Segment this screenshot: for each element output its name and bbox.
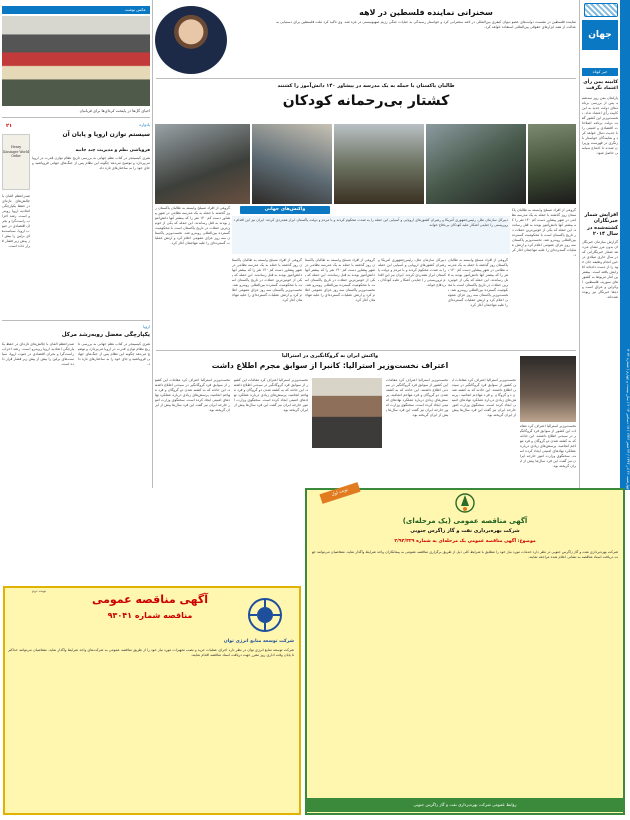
divider-left2: [2, 320, 150, 321]
oil-company-logo-icon: [452, 492, 478, 514]
sidebar-story2-text: گزارش سازمان خبرنگاران بدون مرز نشان می‌دهد شمار خبرنگارانی که در سال جاری میلادی در حین انجام وظیفه جان خود را از دست داده‌اند افزایش یافته است. بیشترین آمار مربوط به کشورهای سوریه، فلسطین، اوکراین و عراق است و ده‌ها خبرنگار نیز ربوده شده‌اند.: [582, 240, 618, 299]
divider-vertical-left: [152, 0, 153, 488]
ad2-label: نوبت دوم: [31, 589, 46, 593]
book-text-2: صدراعظم آلمان با چالش‌های تازه‌ای در حفظ یکپارچگی اتحادیه اروپا روبه‌رو است. رشد احزاب راست‌گرا و بحران اقتصادی در جنوب اروپا، سیاست‌های برلین را بیش از پیش زیر فشار قرار داده است.: [2, 194, 30, 248]
book-kicker: یادواره: [139, 122, 150, 127]
ad2-company: شرکت توسعه منابع انرژی توان: [223, 639, 294, 644]
ad1-text: شرکت بهره‌برداری نفت و گاز زاگرس جنوبی در نظر دارد خدمات مورد نیاز خود را مطابق با شرایط کلی ذیل از طریق برگزاری مناقصه عمومی به پیمانکاران واجد شرایط واگذار نماید. متقاضیان می‌توانند جهت دریافت اسناد مناقصه به نشانی اعلام شده مراجعه نمایند.: [312, 550, 618, 559]
second-text-e: نخست‌وزیر استرالیا اعتراف کرد مقامات این کشور از سوابق فرد گروگانگیر در سیدنی اطلاع داشتند. این حادثه که به کشته شدن دو گروگان و فرد مهاجم انجامید، پرسش‌های زیادی درباره عملکرد نهادهای امنیتی ایجاد کرده است. سخنگوی وزارت امور خارجه ایران نیز گفت این فرد سال‌ها پیش از ایران گریخته بود.: [520, 424, 576, 468]
lead-photo-3: [334, 124, 424, 204]
top-story-text: نماینده فلسطین در نشست دولت‌های عضو دیوان کیفری بین‌المللی در لاهه سخنرانی کرد و خواستار رسیدگی به جنایات جنگی رژیم صهیونیستی در غزه شد. وی تأکید کرد ملت فلسطین برای دستیابی به عدالت از همه ابزارهای حقوقی بین‌المللی استفاده خواهد کرد.: [276, 20, 576, 29]
photo-caption: احیای گل‌ها در پایتخت کره‌ای‌ها برای قربانیان: [79, 108, 150, 113]
ad1-title: آگهی مناقصه عمومی (یک مرحله‌ای): [402, 517, 528, 525]
analysis-text: صدراعظم آلمان با چالش‌های تازه‌ای در حفظ یکپارچگی اتحادیه اروپا روبه‌رو است. رشد احزاب راست‌گرا و بحران اقتصادی در جنوب اروپا، سیاست‌های برلین را بیش از پیش زیر فشار قرار داده است.: [2, 342, 74, 366]
hostage-photo: [520, 356, 576, 422]
official-portrait-photo: [155, 6, 227, 74]
lead-col-c: گروهی از افراد مسلح وابسته به طالبان پاکستان روز گذشته با حمله به یک مدرسه نظامی در شهر پیشاور دست کم ۱۴۰ نفر را که بیشتر آنها دانش‌آموز بودند به قتل رساندند. این حمله که یکی از خونین‌ترین حملات در تاریخ پاکستان است با محکومیت گسترده بین‌المللی روبه‌رو شد. نخست‌وزیر پاکستان سه روز عزای عمومی اعلام کرد و ارتش عملیات گسترده‌ای را علیه مهاجمان آغاز کرد.: [305, 258, 375, 302]
gunman-photo: [312, 378, 382, 448]
ad1-logo: [452, 492, 478, 514]
photo-label: عکس نوشت: [2, 6, 150, 14]
second-text-b: نخست‌وزیر استرالیا اعتراف کرد مقامات این کشور از سوابق فرد گروگانگیر در سیدنی اطلاع داشتند. این حادثه که به کشته شدن دو گروگان و فرد مهاجم انجامید، پرسش‌های زیادی درباره عملکرد نهادهای امنیتی ایجاد کرده است. سخنگوی وزارت امور خارجه ایران نیز گفت این فرد سال‌ها پیش از ایران گریخته بود.: [234, 378, 308, 412]
lead-photo-5: [528, 124, 576, 204]
second-kicker: واکنش ایران به گروگانگیری در استرالیا: [281, 353, 379, 359]
lead-photo-4: [426, 124, 526, 204]
second-text-a: نخست‌وزیر استرالیا اعتراف کرد مقامات این کشور از سوابق فرد گروگانگیر در سیدنی اطلاع داشتند. این حادثه که به کشته شدن دو گروگان و فرد مهاجم انجامید، پرسش‌های زیادی درباره عملکرد نهادهای امنیتی ایجاد کرده است. سخنگوی وزارت امور خارجه ایران نیز گفت این فرد سال‌ها پیش از ایران گریخته بود.: [155, 378, 230, 412]
page-number: ۲۱: [5, 123, 13, 129]
ad2-title: آگهی مناقصه عمومی: [91, 593, 209, 606]
analysis-kicker: اروپا: [143, 324, 150, 329]
lead-photo-2: [252, 124, 332, 204]
sidebar-story1-text: پارلمان یمن روز سه‌شنبه پس از بررسی برنامه‌های دولت جدید به این کابینه رأی اعتماد نداد. نخست‌وزیر این کشور گفت دولت برنامه اصلاحات اقتصادی و امنیتی را با جدیت دنبال خواهد کرد و نمایندگان خواستار بازنگری در فهرست وزیران شدند تا اجماع سیاسی حاصل شود.: [582, 96, 618, 155]
sidebar-story2-title: افزایش شمار خبرنگاران کشته‌شده در سال ۲۰۱۴: [584, 212, 618, 238]
analysis-text-2: هنری کیسینجر در کتاب نظم جهانی به بررسی تاریخ نظام توازن قدرت در اروپا می‌پردازد و توضیح می‌دهد چگونه این نظام پس از جنگ‌های جهانی فروپاشید و جای خود را به ساختارهای تازه داد.: [78, 342, 150, 366]
ad2-text: شرکت توسعه منابع انرژی توان در نظر دارد اجرای عملیات خرید و نصب تجهیزات مورد نیاز خود را از طریق مناقصه عمومی به شرکت‌های واجد شرایط واگذار نماید. متقاضیان می‌توانند حداکثر تا پایان وقت اداری روز مقرر جهت دریافت اسناد مناقصه اقدام نمایند.: [8, 648, 294, 657]
reactions-text: دبیرکل سازمان ملل، رئیس‌جمهوری آمریکا و رهبران کشورهای اروپایی و آسیایی این حمله را به شدت محکوم کردند و با مردم و دولت پاکستان ابراز همدردی کردند. ایران نیز این اقدام تروریستی را جنایتی آشکار علیه کودکان بی‌دفاع خواند.: [232, 216, 510, 254]
divider-top: [156, 78, 576, 79]
ad1-footer: روابط عمومی شرکت بهره‌برداری نفت و گاز زاگرس جنوبی: [307, 798, 623, 812]
section-title: جهان: [582, 20, 618, 50]
second-text-c: نخست‌وزیر استرالیا اعتراف کرد مقامات این کشور از سوابق فرد گروگانگیر در سیدنی اطلاع داشتند. این حادثه که به کشته شدن دو گروگان و فرد مهاجم انجامید، پرسش‌های زیادی درباره عملکرد نهادهای امنیتی ایجاد کرده است. سخنگوی وزارت امور خارجه ایران نیز گفت این فرد سال‌ها پیش از ایران گریخته بود.: [386, 378, 448, 417]
lead-col-e: گروهی از افراد مسلح وابسته به طالبان پاکستان روز گذشته با حمله به یک مدرسه نظامی در شهر پیشاور دست کم ۱۴۰ نفر را که بیشتر آنها دانش‌آموز بودند به قتل رساندند. این حمله که یکی از خونین‌ترین حملات در تاریخ پاکستان است با محکومیت گسترده بین‌المللی روبه‌رو شد. نخست‌وزیر پاکستان سه روز عزای عمومی اعلام کرد و ارتش عملیات گسترده‌ای را علیه مهاجمان آغاز کرد.: [448, 258, 508, 307]
reactions-label: واکنش‌های جهانی: [240, 206, 330, 214]
ad1-subject: موضوع: آگهی مناقصه عمومی یک مرحله‌ای به شماره ۲/۹۳/۳۲۹: [394, 539, 536, 544]
book-author: Henry Kissinger World Order: [3, 145, 29, 159]
book-text: هنری کیسینجر در کتاب نظم جهانی به بررسی تاریخ نظام توازن قدرت در اروپا می‌پردازد و توضیح می‌دهد چگونه این نظام پس از جنگ‌های جهانی فروپاشید و جای خود را به ساختارهای تازه داد.: [32, 156, 150, 170]
book-title: سیستم توازن اروپا و پایان آن: [62, 131, 150, 138]
book-cover: [2, 134, 30, 190]
second-headline: اعتراف نخست‌وزیر استرالیا: کانبرا از سوابق مجرم اطلاع داشت: [211, 361, 449, 370]
divider-mid: [156, 350, 576, 351]
ad1-company: شرکت بهره‌برداری نفت و گاز زاگرس جنوبی: [410, 528, 520, 534]
analysis-title: یکپارچگی معضل روبه‌رشد مرکل: [61, 332, 150, 338]
divider-right: [579, 0, 580, 490]
ad1-badge: نوبت اول: [319, 482, 360, 504]
ad2-number: مناقصه شماره ۹۳۰۴۱: [107, 611, 193, 620]
lead-text: گروهی از افراد مسلح وابسته به طالبان پاکستان روز گذشته با حمله به یک مدرسه نظامی در شهر پیشاور دست کم ۱۴۰ نفر را که بیشتر آنها دانش‌آموز بودند به قتل رساندند. این حمله که یکی از خونین‌ترین حملات در تاریخ پاکستان است با محکومیت گسترده بین‌المللی روبه‌رو شد. نخست‌وزیر پاکستان سه روز عزای عمومی اعلام کرد و ارتش عملیات گسترده‌ای را علیه مهاجمان آغاز کرد.: [512, 208, 576, 257]
lead-col-a: گروهی از افراد مسلح وابسته به طالبان پاکستان روز گذشته با حمله به یک مدرسه نظامی در شهر پیشاور دست کم ۱۴۰ نفر را که بیشتر آنها دانش‌آموز بودند به قتل رساندند. این حمله که یکی از خونین‌ترین حملات در تاریخ پاکستان است با محکومیت گسترده بین‌المللی روبه‌رو شد. نخست‌وزیر پاکستان سه روز عزای عمومی اعلام کرد و ارتش عملیات گسترده‌ای را علیه مهاجمان آغاز کرد.: [155, 206, 230, 245]
lead-col-b: گروهی از افراد مسلح وابسته به طالبان پاکستان روز گذشته با حمله به یک مدرسه نظامی در شهر پیشاور دست کم ۱۴۰ نفر را که بیشتر آنها دانش‌آموز بودند به قتل رساندند. این حمله که یکی از خونین‌ترین حملات در تاریخ پاکستان است با محکومیت گسترده بین‌المللی روبه‌رو شد. نخست‌وزیر پاکستان سه روز عزای عمومی اعلام کرد و ارتش عملیات گسترده‌ای را علیه مهاجمان آغاز کرد.: [232, 258, 302, 302]
lead-photo-1: [155, 124, 250, 204]
energy-company-logo-icon: [246, 596, 284, 634]
top-story-headline: سخنرانی نماینده فلسطین در لاهه: [359, 8, 493, 17]
lead-col-d: دبیرکل سازمان ملل، رئیس‌جمهوری آمریکا و رهبران کشورهای اروپایی و آسیایی این حمله را به شدت محکوم کردند و با مردم و دولت پاکستان ابراز همدردی کردند. ایران نیز این اقدام تروریستی را جنایتی آشکار علیه کودکان بی‌دفاع خواند.: [378, 258, 446, 287]
second-text-d: نخست‌وزیر استرالیا اعتراف کرد مقامات این کشور از سوابق فرد گروگانگیر در سیدنی اطلاع داشتند. این حادثه که به کشته شدن دو گروگان و فرد مهاجم انجامید، پرسش‌های زیادی درباره عملکرد نهادهای امنیتی ایجاد کرده است. سخنگوی وزارت امور خارجه ایران نیز گفت این فرد سال‌ها پیش از ایران گریخته بود.: [452, 378, 516, 417]
memorial-photo: [2, 16, 150, 106]
lead-headline: کشتار بی‌رحمانه کودکان: [282, 93, 450, 109]
lead-kicker: طالبان پاکستان با حمله به یک مدرسه در پیشاور ۱۴۰ دانش‌آموز را کشتند: [277, 83, 455, 89]
logo-mark-icon: [585, 4, 617, 16]
masthead-dateline: چهارشنبه ۲۶ آذر ۱۳۹۳ / ۲۴ صفر ۱۴۳۶ / ۱۷ دسامبر ۲۰۱۴ / سال بیست و چهارم / شماره ۷۰۷۶: [626, 349, 630, 490]
ad2-logo: [246, 596, 284, 634]
sidebar-story1-title: کابینه یمن رأی اعتماد نگرفت: [583, 80, 618, 91]
section-logo: [584, 3, 618, 17]
book-subtitle: فروپاشی نظم و مدیریت چند جانبه: [75, 148, 150, 153]
news-label: خبر کوتاه: [582, 68, 618, 76]
divider-left1: [2, 117, 150, 118]
